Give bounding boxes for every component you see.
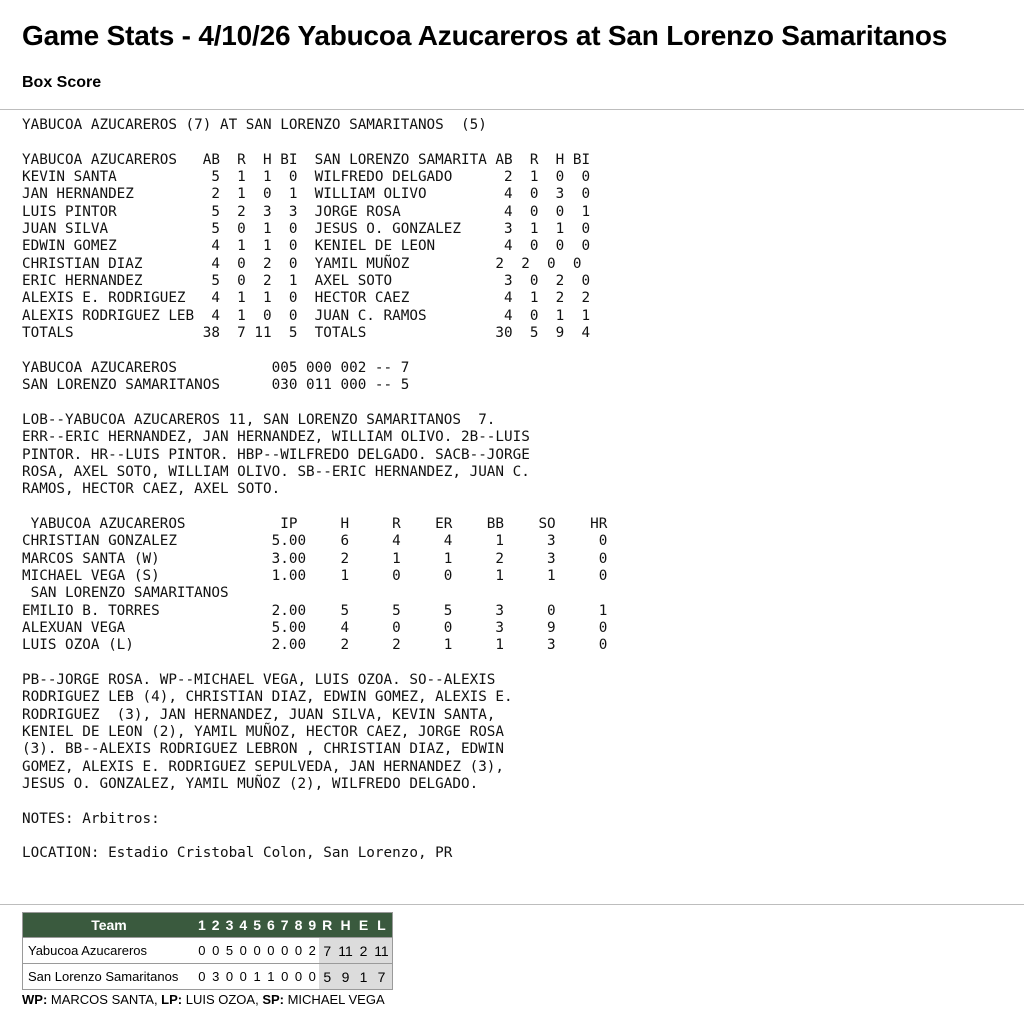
inning-score: 0	[264, 938, 278, 964]
inning-score: 0	[278, 938, 292, 964]
box-score-line: JUAN SILVA 5 0 1 0 JESUS O. GONZALEZ 3 1 1 0	[22, 221, 591, 238]
team-name: San Lorenzo Samaritanos	[23, 964, 196, 990]
total-cell: 11	[371, 938, 392, 964]
box-score-line: ERR--ERIC HERNANDEZ, JAN HERNANDEZ, WILLIAM OLIVO. 2B--LUIS	[22, 429, 530, 446]
box-score-line: ALEXIS RODRIGUEZ LEB 4 1 0 0 JUAN C. RAMOS 4 0 1 1	[22, 307, 591, 324]
box-score-line: RODRIGUEZ (3), JAN HERNANDEZ, JUAN SILVA, KEVIN SANTA,	[22, 706, 496, 723]
total-cell: 1	[356, 964, 371, 990]
box-score-line: RODRIGUEZ LEB (4), CHRISTIAN DIAZ, EDWIN GOMEZ, ALEXIS E.	[22, 689, 513, 706]
line-score-row	[23, 938, 393, 964]
box-score-text	[22, 117, 607, 863]
box-score-line: SAN LORENZO SAMARITANOS	[22, 585, 229, 602]
line-score-header-cell: 4	[236, 913, 250, 938]
line-score-header-cell: R	[319, 913, 335, 938]
box-score-line: YABUCOA AZUCAREROS AB R H BI SAN LORENZO SAMARITA AB R H BI	[22, 151, 591, 168]
inning-score: 0	[292, 964, 306, 990]
page-title: Game Stats - 4/10/26 Yabucoa Azucareros at San Lorenzo Samaritanos	[22, 20, 948, 51]
box-score-line: GOMEZ, ALEXIS E. RODRIGUEZ SEPULVEDA, JAN HERNANDEZ (3),	[22, 758, 505, 775]
divider-top	[0, 109, 1024, 110]
box-score-line: KENIEL DE LEON (2), YAMIL MUÑOZ, HECTOR CAEZ, JORGE ROSA	[22, 724, 505, 741]
line-score-header-cell: 3	[223, 913, 237, 938]
box-score-line: (3). BB--ALEXIS RODRIGUEZ LEBRON , CHRISTIAN DIAZ, EDWIN	[22, 741, 505, 758]
box-score-line: YABUCOA AZUCAREROS IP H R ER BB SO HR	[22, 515, 608, 532]
line-score-header-cell: 5	[250, 913, 264, 938]
box-score-line: LUIS OZOA (L) 2.00 2 2 1 1 3 0	[22, 637, 608, 654]
box-score-line: TOTALS 38 7 11 5 TOTALS 30 5 9 4	[22, 325, 591, 342]
box-score-line: MARCOS SANTA (W) 3.00 2 1 1 2 3 0	[22, 550, 608, 567]
save-pitcher: MICHAEL VEGA	[283, 992, 385, 1007]
box-score-line: EDWIN GOMEZ 4 1 1 0 KENIEL DE LEON 4 0 0 0	[22, 238, 591, 255]
team-name: Yabucoa Azucareros	[23, 938, 196, 964]
total-cell: 7	[371, 964, 392, 990]
inning-score: 0	[236, 938, 250, 964]
line-score-header-team: Team	[23, 913, 196, 938]
sp-label: SP:	[262, 992, 284, 1007]
box-score-line: SAN LORENZO SAMARITANOS 030 011 000 -- 5	[22, 377, 410, 394]
total-cell: 9	[335, 964, 356, 990]
box-score-line: LUIS PINTOR 5 2 3 3 JORGE ROSA 4 0 0 1	[22, 203, 591, 220]
box-score-line: KEVIN SANTA 5 1 1 0 WILFREDO DELGADO 2 1 0 0	[22, 169, 591, 186]
line-score-header-cell: 9	[305, 913, 319, 938]
box-score-line: YABUCOA AZUCAREROS (7) AT SAN LORENZO SAMARITANOS (5)	[22, 117, 487, 133]
line-score-row	[23, 964, 393, 990]
box-score-line: PB--JORGE ROSA. WP--MICHAEL VEGA, LUIS OZOA. SO--ALEXIS	[22, 672, 496, 688]
section-title-box-score: Box Score	[22, 74, 102, 91]
line-score-header-cell: L	[371, 913, 392, 938]
inning-score: 1	[250, 964, 264, 990]
line-score-header-cell: 8	[292, 913, 306, 938]
inning-score: 0	[195, 938, 209, 964]
inning-score: 5	[223, 938, 237, 964]
line-score-header-cell: E	[356, 913, 371, 938]
box-score-line: ALEXUAN VEGA 5.00 4 0 0 3 9 0	[22, 619, 608, 636]
inning-score: 0	[305, 964, 319, 990]
inning-score: 3	[209, 964, 223, 990]
pitcher-decisions	[22, 992, 385, 1007]
box-score-line: CHRISTIAN DIAZ 4 0 2 0 YAMIL MUÑOZ 2 2 0 0	[22, 255, 582, 272]
line-score-table	[22, 912, 393, 990]
box-score-line: MICHAEL VEGA (S) 1.00 1 0 0 1 1 0	[22, 567, 608, 584]
inning-score: 0	[278, 964, 292, 990]
box-score-line: LOCATION: Estadio Cristobal Colon, San Lorenzo, PR	[22, 845, 453, 862]
line-score-header-row	[23, 913, 393, 938]
box-score-line: PINTOR. HR--LUIS PINTOR. HBP--WILFREDO DELGADO. SACB--JORGE	[22, 446, 530, 463]
inning-score: 0	[250, 938, 264, 964]
inning-score: 0	[223, 964, 237, 990]
total-cell: 5	[319, 964, 335, 990]
inning-score: 2	[305, 938, 319, 964]
inning-score: 0	[209, 938, 223, 964]
total-cell: 7	[319, 938, 335, 964]
lp-label: LP:	[161, 992, 183, 1007]
losing-pitcher: LUIS OZOA,	[182, 992, 263, 1007]
box-score-line: ERIC HERNANDEZ 5 0 2 1 AXEL SOTO 3 0 2 0	[22, 273, 591, 290]
line-score-header-cell: H	[335, 913, 356, 938]
box-score-line: ROSA, AXEL SOTO, WILLIAM OLIVO. SB--ERIC HERNANDEZ, JUAN C.	[22, 463, 530, 480]
inning-score: 0	[292, 938, 306, 964]
box-score-line: NOTES: Arbitros:	[22, 810, 160, 827]
inning-score: 0	[195, 964, 209, 990]
winning-pitcher: MARCOS SANTA,	[47, 992, 162, 1007]
box-score-line: ALEXIS E. RODRIGUEZ 4 1 1 0 HECTOR CAEZ 4 1 2 2	[22, 290, 591, 307]
box-score-line: EMILIO B. TORRES 2.00 5 5 5 3 0 1	[22, 602, 608, 619]
box-score-line: RAMOS, HECTOR CAEZ, AXEL SOTO.	[22, 481, 281, 498]
inning-score: 1	[264, 964, 278, 990]
box-score-line: CHRISTIAN GONZALEZ 5.00 6 4 4 1 3 0	[22, 533, 608, 550]
total-cell: 11	[335, 938, 356, 964]
line-score-header-cell: 1	[195, 913, 209, 938]
line-score-header-cell: 6	[264, 913, 278, 938]
box-score-line: JESUS O. GONZALEZ, YAMIL MUÑOZ (2), WILFREDO DELGADO.	[22, 776, 479, 793]
total-cell: 2	[356, 938, 371, 964]
line-score-header-cell: 7	[278, 913, 292, 938]
box-score-line: JAN HERNANDEZ 2 1 0 1 WILLIAM OLIVO 4 0 3 0	[22, 186, 591, 203]
box-score-line: LOB--YABUCOA AZUCAREROS 11, SAN LORENZO SAMARITANOS 7.	[22, 411, 496, 428]
divider-bottom	[0, 904, 1024, 905]
inning-score: 0	[236, 964, 250, 990]
box-score-line: YABUCOA AZUCAREROS 005 000 002 -- 7	[22, 359, 410, 376]
line-score-header-cell: 2	[209, 913, 223, 938]
wp-label: WP:	[22, 992, 48, 1007]
